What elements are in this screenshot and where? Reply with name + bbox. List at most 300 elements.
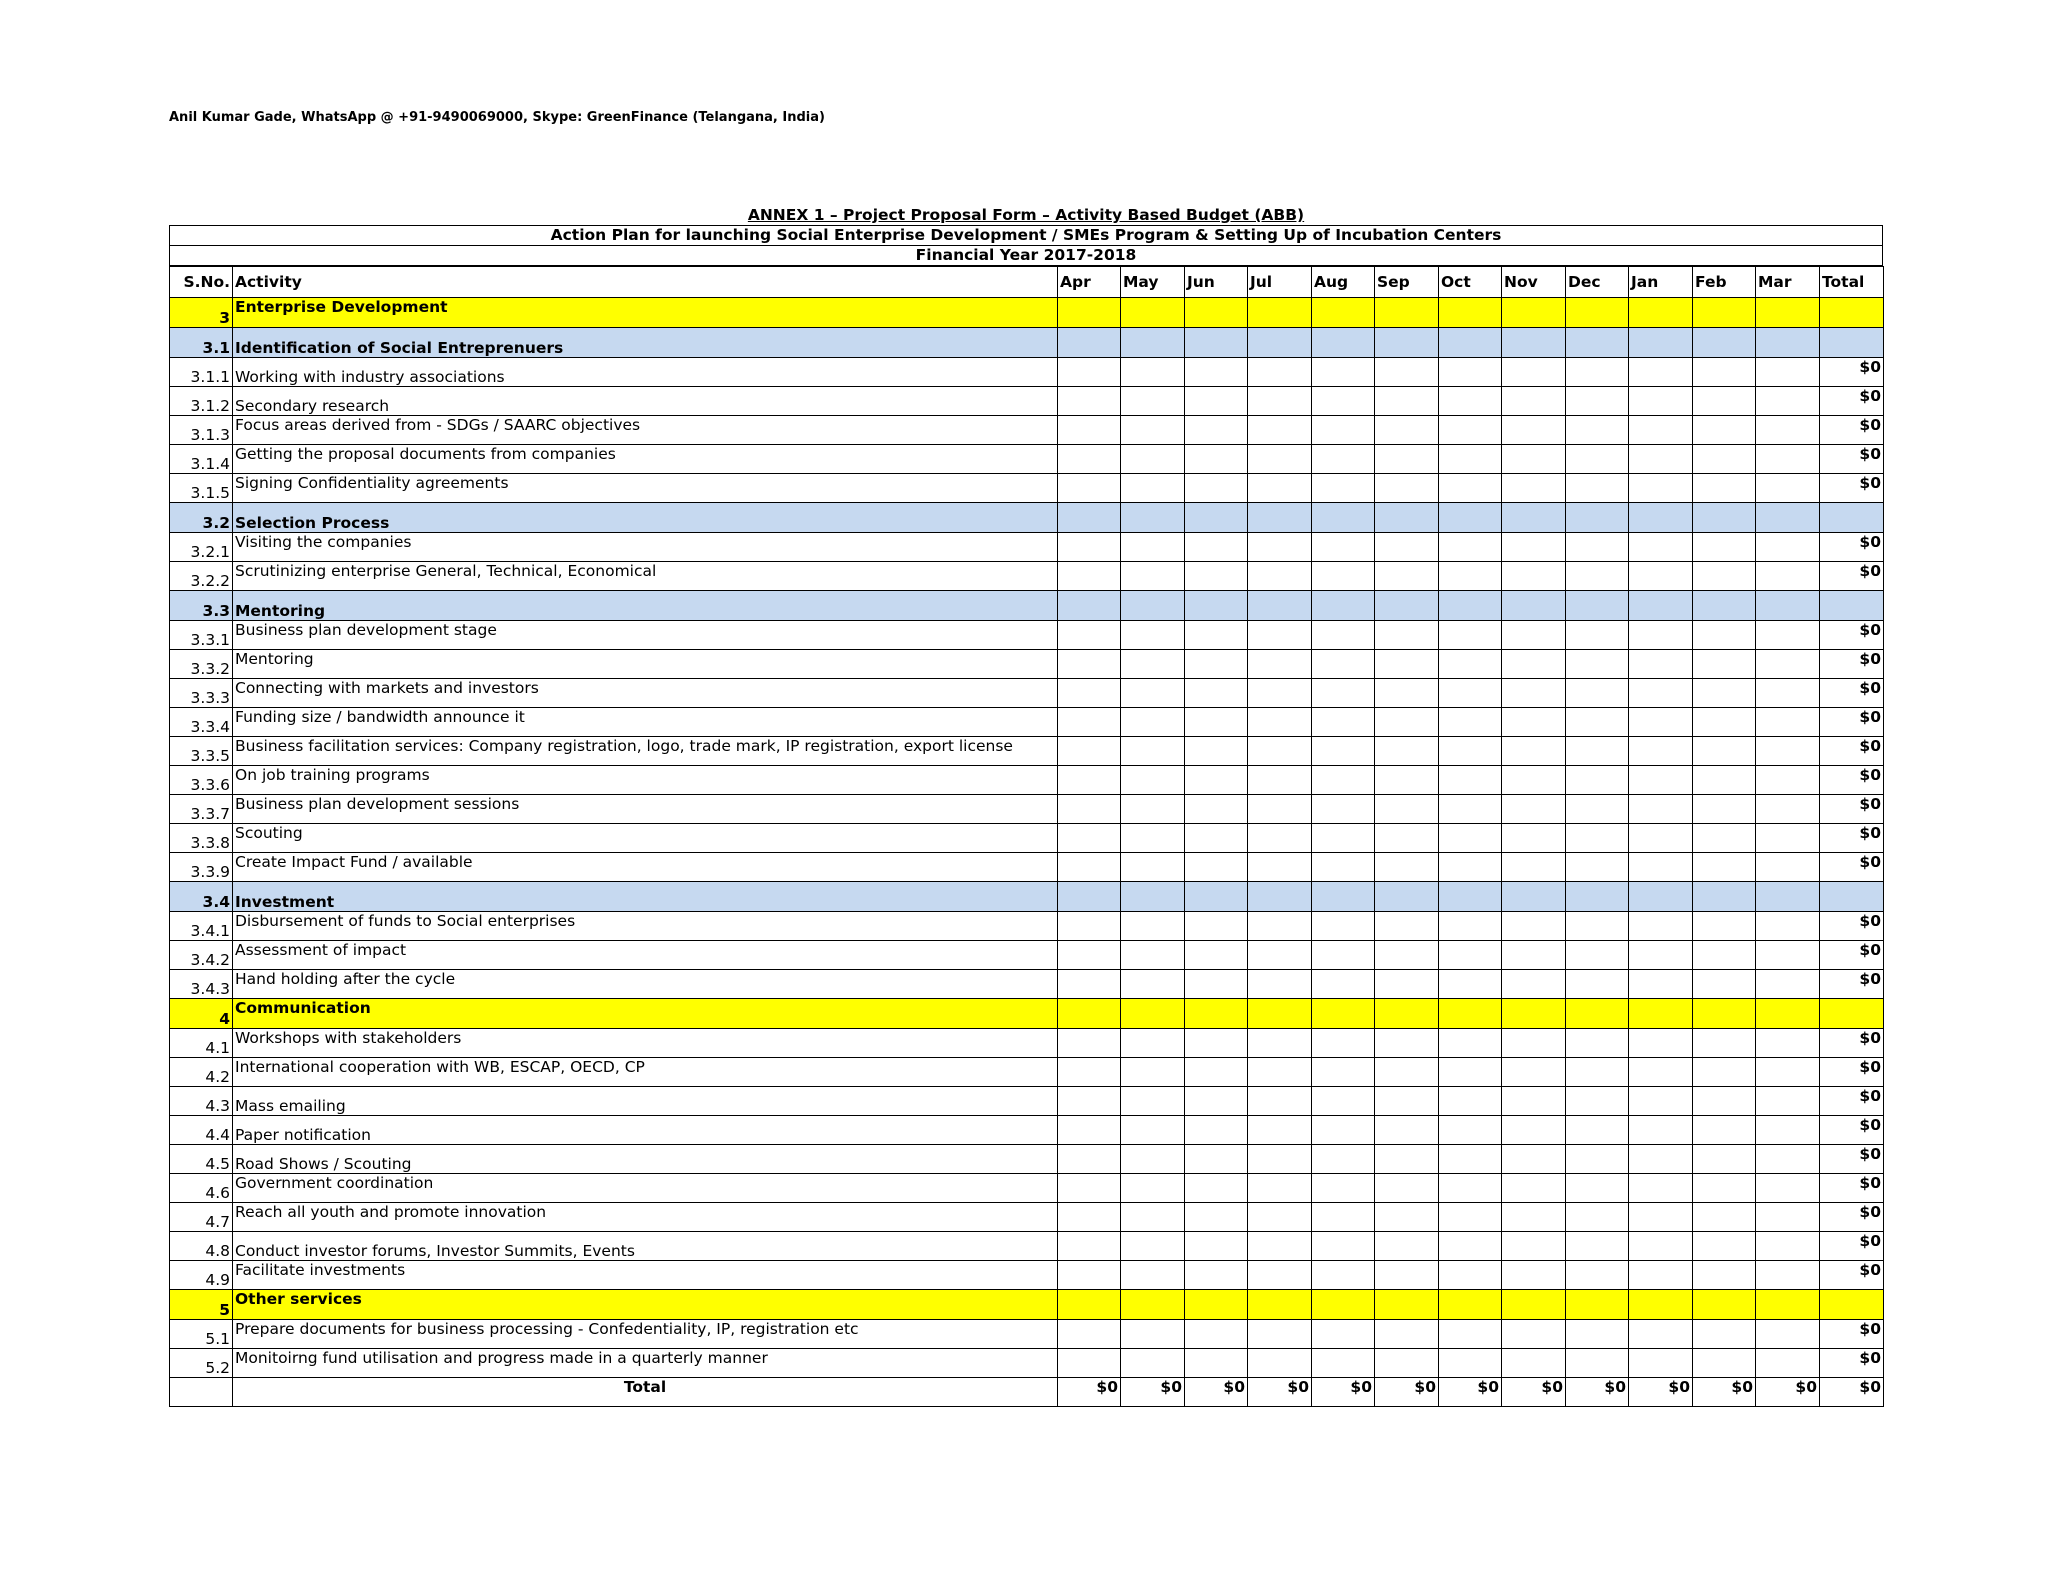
cell-jun — [1185, 1116, 1248, 1145]
cell-dec — [1566, 1349, 1629, 1378]
activity-row — [170, 679, 1884, 708]
cell-oct — [1439, 1203, 1502, 1232]
row-sno: 3.1.1 — [170, 358, 233, 387]
total-jan: $0 — [1629, 1378, 1693, 1407]
activity-rows — [170, 298, 1884, 1378]
cell-sep — [1375, 298, 1439, 328]
activity-row — [170, 1087, 1884, 1116]
cell-sep — [1375, 1029, 1439, 1058]
cell-jul — [1248, 1029, 1312, 1058]
cell-dec — [1566, 416, 1629, 445]
cell-nov — [1502, 1232, 1566, 1261]
cell-dec — [1566, 1232, 1629, 1261]
column-header-row — [170, 267, 1884, 298]
cell-mar — [1756, 1261, 1820, 1290]
cell-oct — [1439, 591, 1502, 621]
cell-dec — [1566, 1145, 1629, 1174]
activity-row — [170, 1320, 1884, 1349]
cell-jan — [1629, 941, 1693, 970]
cell-jul — [1248, 824, 1312, 853]
cell-aug — [1312, 562, 1375, 591]
cell-nov — [1502, 912, 1566, 941]
row-total — [1820, 503, 1884, 533]
cell-feb — [1693, 882, 1756, 912]
cell-dec — [1566, 999, 1629, 1029]
cell-oct — [1439, 1261, 1502, 1290]
cell-nov — [1502, 882, 1566, 912]
cell-jan — [1629, 650, 1693, 679]
cell-nov — [1502, 1087, 1566, 1116]
row-total: $0 — [1820, 1261, 1884, 1290]
cell-sep — [1375, 912, 1439, 941]
cell-jun — [1185, 503, 1248, 533]
cell-mar — [1756, 1029, 1820, 1058]
cell-oct — [1439, 387, 1502, 416]
cell-feb — [1693, 1349, 1756, 1378]
row-activity: Assessment of impact — [233, 941, 1058, 970]
cell-mar — [1756, 474, 1820, 503]
cell-apr — [1058, 795, 1121, 824]
cell-oct — [1439, 328, 1502, 358]
cell-may — [1121, 533, 1185, 562]
cell-apr — [1058, 1029, 1121, 1058]
cell-jul — [1248, 358, 1312, 387]
cell-apr — [1058, 853, 1121, 882]
cell-nov — [1502, 970, 1566, 999]
cell-feb — [1693, 1261, 1756, 1290]
total-jun: $0 — [1185, 1378, 1248, 1407]
cell-mar — [1756, 912, 1820, 941]
cell-apr — [1058, 328, 1121, 358]
row-sno: 3.4.3 — [170, 970, 233, 999]
cell-jul — [1248, 298, 1312, 328]
cell-nov — [1502, 1261, 1566, 1290]
cell-dec — [1566, 387, 1629, 416]
cell-nov — [1502, 737, 1566, 766]
cell-oct — [1439, 650, 1502, 679]
cell-nov — [1502, 416, 1566, 445]
row-sno: 4.6 — [170, 1174, 233, 1203]
cell-dec — [1566, 882, 1629, 912]
cell-sep — [1375, 445, 1439, 474]
total-oct: $0 — [1439, 1378, 1502, 1407]
cell-may — [1121, 1029, 1185, 1058]
cell-oct — [1439, 358, 1502, 387]
cell-aug — [1312, 474, 1375, 503]
cell-dec — [1566, 591, 1629, 621]
cell-dec — [1566, 298, 1629, 328]
cell-dec — [1566, 1058, 1629, 1087]
row-total: $0 — [1820, 1349, 1884, 1378]
col-header-apr: Apr — [1058, 267, 1121, 298]
cell-nov — [1502, 328, 1566, 358]
cell-mar — [1756, 941, 1820, 970]
cell-jan — [1629, 1116, 1693, 1145]
cell-oct — [1439, 1349, 1502, 1378]
cell-nov — [1502, 1290, 1566, 1320]
cell-apr — [1058, 999, 1121, 1029]
cell-nov — [1502, 621, 1566, 650]
cell-sep — [1375, 1145, 1439, 1174]
cell-mar — [1756, 766, 1820, 795]
row-activity: Signing Confidentiality agreements — [233, 474, 1058, 503]
cell-nov — [1502, 445, 1566, 474]
cell-jan — [1629, 387, 1693, 416]
cell-jan — [1629, 621, 1693, 650]
row-sno: 3.3.3 — [170, 679, 233, 708]
cell-may — [1121, 708, 1185, 737]
cell-jun — [1185, 591, 1248, 621]
grand-total: $0 — [1820, 1378, 1884, 1407]
cell-mar — [1756, 1320, 1820, 1349]
row-activity: Mentoring — [233, 591, 1058, 621]
row-sno: 4.4 — [170, 1116, 233, 1145]
cell-dec — [1566, 1174, 1629, 1203]
cell-jun — [1185, 941, 1248, 970]
cell-sep — [1375, 737, 1439, 766]
cell-may — [1121, 1087, 1185, 1116]
row-total: $0 — [1820, 1058, 1884, 1087]
cell-apr — [1058, 650, 1121, 679]
cell-mar — [1756, 679, 1820, 708]
cell-apr — [1058, 1116, 1121, 1145]
cell-apr — [1058, 1087, 1121, 1116]
cell-jun — [1185, 853, 1248, 882]
cell-aug — [1312, 912, 1375, 941]
cell-aug — [1312, 533, 1375, 562]
cell-apr — [1058, 1145, 1121, 1174]
cell-mar — [1756, 416, 1820, 445]
cell-jun — [1185, 328, 1248, 358]
cell-jan — [1629, 1232, 1693, 1261]
cell-feb — [1693, 941, 1756, 970]
cell-jan — [1629, 882, 1693, 912]
cell-sep — [1375, 650, 1439, 679]
cell-sep — [1375, 1174, 1439, 1203]
cell-jan — [1629, 795, 1693, 824]
cell-may — [1121, 1058, 1185, 1087]
cell-dec — [1566, 708, 1629, 737]
cell-jan — [1629, 708, 1693, 737]
cell-jan — [1629, 328, 1693, 358]
cell-nov — [1502, 503, 1566, 533]
cell-jun — [1185, 1058, 1248, 1087]
cell-mar — [1756, 1232, 1820, 1261]
row-sno: 3.2 — [170, 503, 233, 533]
col-header-sno: S.No. — [170, 267, 233, 298]
cell-oct — [1439, 737, 1502, 766]
activity-row — [170, 533, 1884, 562]
cell-jan — [1629, 503, 1693, 533]
cell-jul — [1248, 387, 1312, 416]
cell-sep — [1375, 708, 1439, 737]
row-sno: 3.3.8 — [170, 824, 233, 853]
cell-jul — [1248, 679, 1312, 708]
cell-oct — [1439, 1058, 1502, 1087]
row-activity: On job training programs — [233, 766, 1058, 795]
row-total: $0 — [1820, 1320, 1884, 1349]
cell-aug — [1312, 970, 1375, 999]
cell-aug — [1312, 621, 1375, 650]
section-row — [170, 999, 1884, 1029]
cell-may — [1121, 1203, 1185, 1232]
cell-feb — [1693, 503, 1756, 533]
cell-sep — [1375, 1320, 1439, 1349]
cell-oct — [1439, 999, 1502, 1029]
row-total — [1820, 882, 1884, 912]
cell-jul — [1248, 1145, 1312, 1174]
cell-feb — [1693, 474, 1756, 503]
cell-aug — [1312, 445, 1375, 474]
activity-row — [170, 445, 1884, 474]
cell-jul — [1248, 737, 1312, 766]
cell-jun — [1185, 1349, 1248, 1378]
cell-oct — [1439, 795, 1502, 824]
action-plan-title: Action Plan for launching Social Enterprise Development / SMEs Program & Setting Up of Incubation Centers — [169, 226, 1883, 246]
row-sno: 4.9 — [170, 1261, 233, 1290]
cell-mar — [1756, 533, 1820, 562]
cell-mar — [1756, 1349, 1820, 1378]
row-total: $0 — [1820, 766, 1884, 795]
col-header-nov: Nov — [1502, 267, 1566, 298]
cell-oct — [1439, 882, 1502, 912]
cell-jan — [1629, 416, 1693, 445]
cell-jan — [1629, 912, 1693, 941]
cell-jan — [1629, 562, 1693, 591]
cell-oct — [1439, 533, 1502, 562]
cell-jul — [1248, 1349, 1312, 1378]
row-sno: 4 — [170, 999, 233, 1029]
cell-jun — [1185, 679, 1248, 708]
cell-dec — [1566, 970, 1629, 999]
row-sno: 3.4 — [170, 882, 233, 912]
row-activity: Paper notification — [233, 1116, 1058, 1145]
cell-jun — [1185, 882, 1248, 912]
cell-may — [1121, 591, 1185, 621]
row-activity: Business plan development sessions — [233, 795, 1058, 824]
cell-apr — [1058, 445, 1121, 474]
cell-sep — [1375, 591, 1439, 621]
activity-row — [170, 766, 1884, 795]
activity-row — [170, 621, 1884, 650]
cell-dec — [1566, 766, 1629, 795]
row-sno: 3.1 — [170, 328, 233, 358]
cell-oct — [1439, 1029, 1502, 1058]
cell-aug — [1312, 328, 1375, 358]
row-total: $0 — [1820, 650, 1884, 679]
col-header-may: May — [1121, 267, 1185, 298]
cell-jul — [1248, 445, 1312, 474]
row-activity: Monitoirng fund utilisation and progress made in a quarterly manner — [233, 1349, 1058, 1378]
cell-sep — [1375, 1058, 1439, 1087]
cell-may — [1121, 1290, 1185, 1320]
activity-row — [170, 650, 1884, 679]
cell-may — [1121, 562, 1185, 591]
cell-aug — [1312, 737, 1375, 766]
cell-nov — [1502, 795, 1566, 824]
activity-row — [170, 1116, 1884, 1145]
cell-may — [1121, 474, 1185, 503]
row-total: $0 — [1820, 562, 1884, 591]
row-sno: 4.2 — [170, 1058, 233, 1087]
cell-feb — [1693, 1320, 1756, 1349]
activity-row — [170, 824, 1884, 853]
cell-jul — [1248, 766, 1312, 795]
cell-dec — [1566, 1116, 1629, 1145]
cell-may — [1121, 1116, 1185, 1145]
cell-jul — [1248, 1261, 1312, 1290]
cell-oct — [1439, 1145, 1502, 1174]
cell-feb — [1693, 795, 1756, 824]
cell-jun — [1185, 1203, 1248, 1232]
cell-jul — [1248, 853, 1312, 882]
cell-sep — [1375, 416, 1439, 445]
cell-jan — [1629, 474, 1693, 503]
total-may: $0 — [1121, 1378, 1185, 1407]
cell-sep — [1375, 1116, 1439, 1145]
cell-mar — [1756, 591, 1820, 621]
cell-jan — [1629, 591, 1693, 621]
cell-jun — [1185, 1145, 1248, 1174]
cell-jun — [1185, 621, 1248, 650]
cell-nov — [1502, 1116, 1566, 1145]
col-header-activity: Activity — [233, 267, 1058, 298]
activity-row — [170, 1203, 1884, 1232]
cell-feb — [1693, 1232, 1756, 1261]
cell-oct — [1439, 298, 1502, 328]
row-activity: Investment — [233, 882, 1058, 912]
budget-sheet — [169, 206, 1883, 1407]
cell-oct — [1439, 474, 1502, 503]
row-activity: Road Shows / Scouting — [233, 1145, 1058, 1174]
cell-jun — [1185, 1029, 1248, 1058]
row-sno: 4.1 — [170, 1029, 233, 1058]
cell-may — [1121, 1174, 1185, 1203]
cell-jul — [1248, 474, 1312, 503]
cell-mar — [1756, 503, 1820, 533]
row-sno: 3.1.2 — [170, 387, 233, 416]
row-activity: Conduct investor forums, Investor Summits, Events — [233, 1232, 1058, 1261]
cell-dec — [1566, 328, 1629, 358]
cell-nov — [1502, 708, 1566, 737]
cell-jul — [1248, 621, 1312, 650]
cell-mar — [1756, 1203, 1820, 1232]
cell-dec — [1566, 533, 1629, 562]
cell-jan — [1629, 533, 1693, 562]
subsection-row — [170, 503, 1884, 533]
cell-aug — [1312, 1174, 1375, 1203]
cell-apr — [1058, 1203, 1121, 1232]
cell-sep — [1375, 358, 1439, 387]
cell-apr — [1058, 824, 1121, 853]
cell-jul — [1248, 562, 1312, 591]
row-sno: 4.3 — [170, 1087, 233, 1116]
activity-row — [170, 970, 1884, 999]
row-activity: Selection Process — [233, 503, 1058, 533]
cell-jul — [1248, 1174, 1312, 1203]
cell-aug — [1312, 1058, 1375, 1087]
cell-jun — [1185, 795, 1248, 824]
cell-aug — [1312, 795, 1375, 824]
cell-oct — [1439, 853, 1502, 882]
cell-apr — [1058, 474, 1121, 503]
cell-nov — [1502, 999, 1566, 1029]
row-total: $0 — [1820, 737, 1884, 766]
row-activity: Scrutinizing enterprise General, Technical, Economical — [233, 562, 1058, 591]
cell-jan — [1629, 1290, 1693, 1320]
cell-feb — [1693, 766, 1756, 795]
total-label: Total — [233, 1378, 1058, 1407]
cell-oct — [1439, 824, 1502, 853]
cell-oct — [1439, 912, 1502, 941]
row-total: $0 — [1820, 1203, 1884, 1232]
row-total: $0 — [1820, 912, 1884, 941]
cell-feb — [1693, 298, 1756, 328]
activity-row — [170, 1261, 1884, 1290]
cell-feb — [1693, 824, 1756, 853]
cell-oct — [1439, 970, 1502, 999]
col-header-total: Total — [1820, 267, 1884, 298]
cell-may — [1121, 679, 1185, 708]
activity-row — [170, 941, 1884, 970]
row-activity: Visiting the companies — [233, 533, 1058, 562]
cell-mar — [1756, 737, 1820, 766]
row-sno: 4.8 — [170, 1232, 233, 1261]
cell-aug — [1312, 853, 1375, 882]
cell-feb — [1693, 970, 1756, 999]
total-nov: $0 — [1502, 1378, 1566, 1407]
cell-may — [1121, 1320, 1185, 1349]
row-total — [1820, 999, 1884, 1029]
row-total: $0 — [1820, 1145, 1884, 1174]
row-total: $0 — [1820, 1232, 1884, 1261]
cell-apr — [1058, 1232, 1121, 1261]
cell-mar — [1756, 999, 1820, 1029]
cell-dec — [1566, 824, 1629, 853]
cell-jun — [1185, 562, 1248, 591]
cell-may — [1121, 1232, 1185, 1261]
cell-aug — [1312, 503, 1375, 533]
cell-feb — [1693, 708, 1756, 737]
cell-feb — [1693, 737, 1756, 766]
row-total: $0 — [1820, 1174, 1884, 1203]
cell-apr — [1058, 591, 1121, 621]
cell-jul — [1248, 533, 1312, 562]
cell-dec — [1566, 474, 1629, 503]
cell-sep — [1375, 328, 1439, 358]
cell-jul — [1248, 1116, 1312, 1145]
total-aug: $0 — [1312, 1378, 1375, 1407]
cell-may — [1121, 650, 1185, 679]
cell-aug — [1312, 941, 1375, 970]
row-activity: Scouting — [233, 824, 1058, 853]
cell-jan — [1629, 1029, 1693, 1058]
cell-aug — [1312, 882, 1375, 912]
row-total: $0 — [1820, 445, 1884, 474]
row-activity: Other services — [233, 1290, 1058, 1320]
cell-may — [1121, 941, 1185, 970]
cell-jan — [1629, 853, 1693, 882]
cell-oct — [1439, 445, 1502, 474]
cell-feb — [1693, 912, 1756, 941]
cell-oct — [1439, 766, 1502, 795]
row-sno: 3.3.7 — [170, 795, 233, 824]
activity-row — [170, 1174, 1884, 1203]
row-total — [1820, 1290, 1884, 1320]
cell-apr — [1058, 1058, 1121, 1087]
row-sno: 3.3.1 — [170, 621, 233, 650]
cell-oct — [1439, 1290, 1502, 1320]
